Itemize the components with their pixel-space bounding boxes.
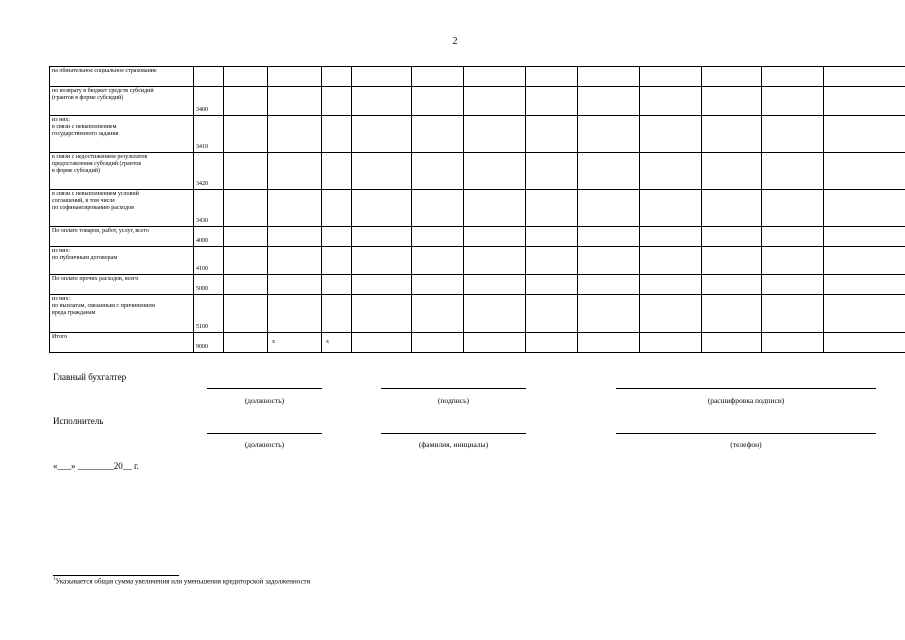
table-cell: [578, 153, 640, 190]
row-label: По оплате товаров, работ, услуг, всего: [50, 227, 194, 247]
table-row: [50, 295, 905, 333]
row-code: 3410: [194, 116, 224, 153]
table-cell: [824, 227, 905, 247]
table-cell: [762, 333, 824, 353]
executor-name-line: [381, 433, 526, 434]
table-cell: [640, 275, 702, 295]
table-cell: [762, 67, 824, 87]
table-cell: [224, 87, 268, 116]
table-cell: [464, 333, 526, 353]
table-cell: [640, 116, 702, 153]
table-cell: [526, 67, 578, 87]
table-cell: [464, 153, 526, 190]
table-cell: [352, 153, 412, 190]
table-cell: [352, 295, 412, 333]
table-cell: [640, 333, 702, 353]
row-code: 3400: [194, 87, 224, 116]
table-cell: [824, 247, 905, 275]
table-cell: [824, 87, 905, 116]
table-cell: [412, 333, 464, 353]
row-code: 3430: [194, 190, 224, 227]
table-cell: [224, 153, 268, 190]
table-cell: [322, 227, 352, 247]
table-cell: [702, 87, 762, 116]
table-cell: [640, 67, 702, 87]
footnote-text: Указывается общая сумма увеличения или уменьшения кредиторской задолженности: [55, 577, 311, 586]
executor-phone-line: [616, 433, 876, 434]
table-cell: [224, 190, 268, 227]
row-label: в связи с недостижением результатов предоставления субсидий (грантов в форме субсидий): [50, 153, 194, 190]
table-cell: [412, 295, 464, 333]
table-cell: [526, 87, 578, 116]
table-cell: [762, 116, 824, 153]
table-cell: [412, 153, 464, 190]
table-cell: [322, 295, 352, 333]
table-cell: [464, 247, 526, 275]
table-cell: [762, 247, 824, 275]
table-cell: [702, 67, 762, 87]
table-cell: [352, 87, 412, 116]
row-label: на обязательное социальное страхование: [50, 67, 194, 87]
table-cell: [640, 295, 702, 333]
table-cell: [322, 247, 352, 275]
table-row: [50, 190, 905, 227]
table-cell: [578, 190, 640, 227]
table-cell: [824, 116, 905, 153]
chief-accountant-decoding-line: [616, 388, 876, 389]
table-cell: [412, 87, 464, 116]
table-cell: [268, 295, 322, 333]
row-label: По оплате прочих расходов, всего: [50, 275, 194, 295]
table-cell: [322, 87, 352, 116]
executor-name-caption: (фамилия, инициалы): [418, 440, 489, 449]
table-row: [50, 87, 905, 116]
row-code: 4100: [194, 247, 224, 275]
table-cell: [526, 153, 578, 190]
table-cell: [464, 190, 526, 227]
report-table: [49, 66, 905, 353]
table-cell: [352, 190, 412, 227]
table-cell: [640, 247, 702, 275]
table-cell: [578, 247, 640, 275]
table-cell: [322, 153, 352, 190]
table-cell: [578, 333, 640, 353]
table-cell: [224, 275, 268, 295]
table-cell: [412, 67, 464, 87]
row-label: Итого: [50, 333, 194, 353]
table-cell: [640, 87, 702, 116]
table-cell: [322, 275, 352, 295]
table-cell: [412, 227, 464, 247]
table-cell: [702, 295, 762, 333]
table-cell: [224, 295, 268, 333]
chief-accountant-position-caption: (должность): [244, 396, 285, 405]
executor-position-caption: (должность): [244, 440, 285, 449]
table-cell: [322, 67, 352, 87]
table-cell: [762, 227, 824, 247]
row-label: из них: в связи с невыполнением государственного задания: [50, 116, 194, 153]
table-cell: [268, 227, 322, 247]
table-row: [50, 247, 905, 275]
executor-position-line: [207, 433, 322, 434]
table-cell: [464, 116, 526, 153]
table-cell: [268, 153, 322, 190]
chief-accountant-signature-caption: (подпись): [437, 396, 470, 405]
table-cell: [268, 67, 322, 87]
row-code: 9000: [194, 333, 224, 353]
table-cell: [352, 116, 412, 153]
table-cell: [224, 227, 268, 247]
table-cell: [224, 247, 268, 275]
table-cell: [762, 87, 824, 116]
table-cell: [578, 295, 640, 333]
table-cell: [352, 247, 412, 275]
chief-accountant-position-line: [207, 388, 322, 389]
table-cell: [578, 227, 640, 247]
row-code: 5100: [194, 295, 224, 333]
table-cell: [762, 275, 824, 295]
table-cell: [640, 190, 702, 227]
table-cell: [322, 190, 352, 227]
executor-label: Исполнитель: [53, 416, 104, 426]
table-cell: [702, 227, 762, 247]
table-cell: [464, 227, 526, 247]
table-cell: [762, 190, 824, 227]
table-cell: [526, 275, 578, 295]
executor-phone-caption: (телефон): [730, 440, 762, 449]
table-cell: [352, 227, 412, 247]
table-cell: [526, 295, 578, 333]
table-cell: [762, 295, 824, 333]
table-cell: [640, 153, 702, 190]
table-cell: [464, 67, 526, 87]
table-cell: [824, 153, 905, 190]
chief-accountant-label: Главный бухгалтер: [53, 372, 127, 382]
table-cell: [702, 153, 762, 190]
chief-accountant-decoding-caption: (расшифровка подписи): [707, 396, 785, 405]
table-cell: [352, 67, 412, 87]
table-cell: [464, 275, 526, 295]
table-row: [50, 67, 905, 87]
footnote-rule: [53, 575, 179, 576]
table-cell: [352, 333, 412, 353]
table-cell: [578, 87, 640, 116]
row-code: [194, 67, 224, 87]
table-cell: [224, 67, 268, 87]
table-cell: [824, 190, 905, 227]
table-cell: [526, 116, 578, 153]
table-cell: [412, 116, 464, 153]
table-cell: [578, 275, 640, 295]
table-cell: [268, 247, 322, 275]
table-cell: [412, 247, 464, 275]
table-cell: [824, 275, 905, 295]
row-label: из них: по выплатам, связанным с причинением вреда гражданам: [50, 295, 194, 333]
table-cell: [702, 247, 762, 275]
table-cell: [526, 227, 578, 247]
table-cell: [824, 333, 905, 353]
table-cell: [702, 116, 762, 153]
table-cell: [702, 190, 762, 227]
table-cell: [702, 275, 762, 295]
table-cell: [762, 153, 824, 190]
table-cell: [702, 333, 762, 353]
footnote: [53, 577, 310, 585]
table-cell: [352, 275, 412, 295]
table-cell: [526, 333, 578, 353]
row-label: из них: по публичным договорам: [50, 247, 194, 275]
row-code: 4000: [194, 227, 224, 247]
table-cell: [268, 190, 322, 227]
page-number: 2: [452, 36, 458, 47]
table-cell: [224, 333, 268, 353]
table-cell: [526, 247, 578, 275]
footnote-marker: 1: [53, 577, 56, 582]
table-row: [50, 275, 905, 295]
table-row: [50, 116, 905, 153]
table-cell: [268, 87, 322, 116]
table-cell: [268, 116, 322, 153]
table-body: [50, 67, 905, 353]
table-row: [50, 333, 905, 353]
table-cell: [412, 190, 464, 227]
table-cell: [824, 67, 905, 87]
chief-accountant-signature-line: [381, 388, 526, 389]
table-cell: [412, 275, 464, 295]
row-label: по возврату в бюджет средств субсидий (грантов в форме субсидий): [50, 87, 194, 116]
row-label: в связи с невыполнением условий соглашений, в том числе по софинансированию расходов: [50, 190, 194, 227]
table-cell: [578, 67, 640, 87]
table-cell: x: [268, 333, 322, 353]
table-row: [50, 153, 905, 190]
table-cell: [824, 295, 905, 333]
table-cell: [464, 87, 526, 116]
table-cell: [526, 190, 578, 227]
table-cell: [224, 116, 268, 153]
table-cell: [464, 295, 526, 333]
table-cell: x: [322, 333, 352, 353]
table-cell: [322, 116, 352, 153]
table-cell: [578, 116, 640, 153]
row-code: 3420: [194, 153, 224, 190]
row-code: 5000: [194, 275, 224, 295]
date-line: «___» ________20__ г.: [53, 461, 139, 471]
table-cell: [268, 275, 322, 295]
table-row: [50, 227, 905, 247]
table-cell: [640, 227, 702, 247]
